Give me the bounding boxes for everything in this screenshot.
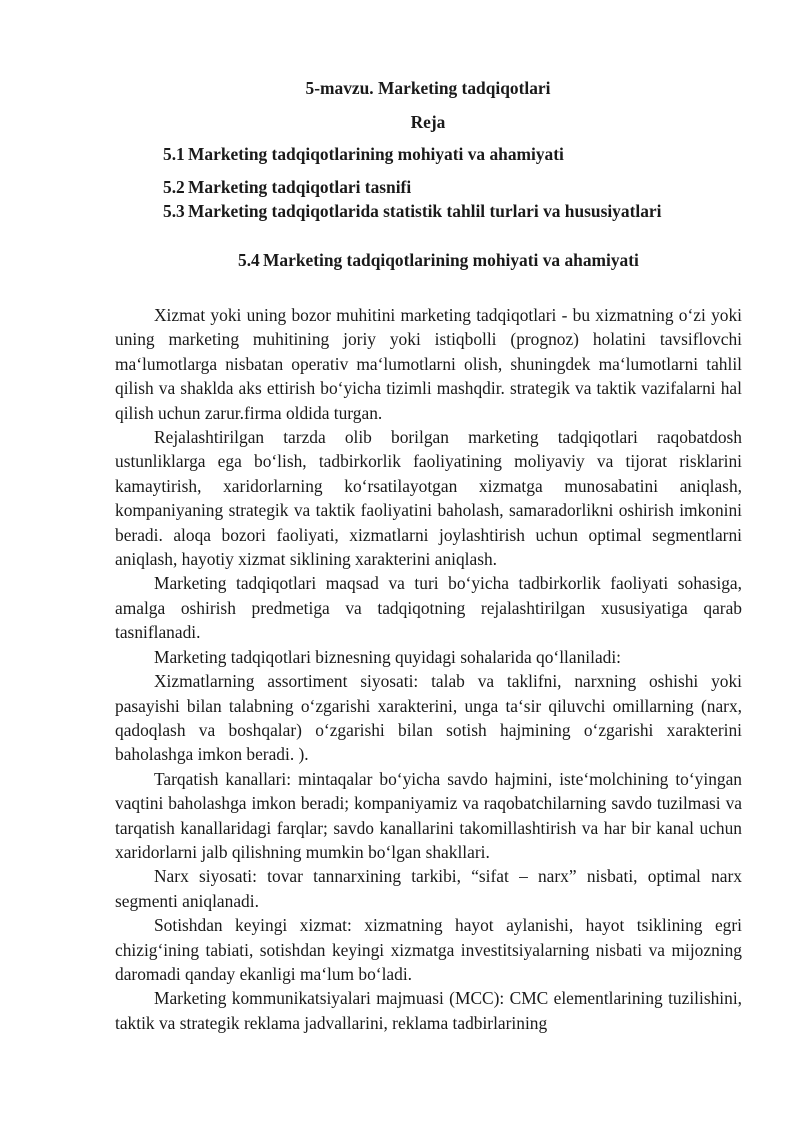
paragraph: Marketing kommunikatsiyalari majmuasi (MCC): CMC elementlarining tuzilishini, taktik va strategik reklama jadvallarini, reklama tadbirlarining [115, 988, 742, 1033]
plan-item-number: 5.1 [163, 144, 185, 164]
plan-item [163, 175, 763, 199]
plan-item-number: 5.2 [163, 177, 185, 197]
plan-item [163, 199, 763, 223]
plan-item-text: Marketing tadqiqotlari tasnifi [188, 177, 412, 197]
section-number: 5.4 [238, 250, 260, 270]
plan-item-number: 5.3 [163, 201, 185, 221]
paragraph: Marketing tadqiqotlari maqsad va turi bo‘yicha tadbirkorlik faoliyati sohasiga, amalga oshirish predmetiga va tadqiqotning rejalashtirilgan xususiyatiga qarab tasniflanadi. [115, 573, 742, 643]
paragraph: Xizmat yoki uning bozor muhitini marketing tadqiqotlari - bu xizmatning o‘zi yoki uning marketing muhitining joriy yoki istiqbolli (prognoz) holatini tavsiflovchi ma‘lumotlarga nisbatan operativ ma‘lumotlarni olish, shuningdek ma‘lumotlarni tahlil qilish va shaklda aks ettirish bo‘yicha tizimli mashqdir. strategik va taktik vazifalarni hal qilish uchun zarur.firma oldida turgan. [115, 305, 742, 423]
section-heading [238, 248, 758, 272]
body-text [115, 303, 742, 1035]
plan-heading: Reja [410, 112, 446, 132]
plan-item [163, 142, 763, 166]
page-title: 5-mavzu. Marketing tadqiqotlari [305, 78, 551, 98]
plan-item-text: Marketing tadqiqotlarida statistik tahlil turlari va hususiyatlari [188, 201, 662, 221]
section-title: Marketing tadqiqotlarining mohiyati va ahamiyati [263, 250, 639, 270]
plan-item-text: Marketing tadqiqotlarining mohiyati va ahamiyati [188, 144, 564, 164]
paragraph: Xizmatlarning assortiment siyosati: talab va taklifni, narxning oshishi yoki pasayishi bilan talabning o‘zgarishi xarakterini, unga ta‘sir qiluvchi omillarning (narx, qadoqlash va boshqalar) o‘zgarishi bilan sotish hajmining o‘zgarishi xarakterini baholashga imkon beradi. ). [115, 671, 742, 765]
paragraph: Rejalashtirilgan tarzda olib borilgan marketing tadqiqotlari raqobatdosh ustunliklarga ega bo‘lish, tadbirkorlik faoliyatining moliyaviy va tijorat risklarini kamaytirish, xaridorlarning ko‘rsatilayotgan xizmatga munosabatini aniqlash, kompaniyaning strategik va taktik faoliyatini baholash, samaradorlikni oshirish imkonini beradi. aloqa bozori faoliyati, xizmatlarni joylashtirish uchun optimal segmentlarni aniqlash, hayotiy xizmat siklining xarakterini aniqlash. [115, 427, 742, 570]
paragraph: Marketing tadqiqotlari biznesning quyidagi sohalarida qo‘llaniladi: [154, 646, 622, 667]
paragraph: Sotishdan keyingi xizmat: xizmatning hayot aylanishi, hayot tsiklining egri chizig‘ining tabiati, sotishdan keyingi xizmatga investitsiyalarning nisbati va mijozning daromadi qanday ekanligi ma‘lum bo‘ladi. [115, 915, 742, 984]
paragraph: Tarqatish kanallari: mintaqalar bo‘yicha savdo hajmini, iste‘molchining to‘yingan vaqtini baholashga imkon beradi; kompaniyamiz va raqobatchilarning savdo tuzilmasi va tarqatish kanallaridagi farqlar; savdo kanallarini takomillashtirish va har bir kanal uchun xaridorlarni jalb qilishning mumkin bo‘lgan shakllari. [115, 768, 742, 862]
paragraph: Narx siyosati: tovar tannarxining tarkibi, “sifat – narx” nisbati, optimal narx segmenti aniqlanadi. [115, 866, 742, 911]
